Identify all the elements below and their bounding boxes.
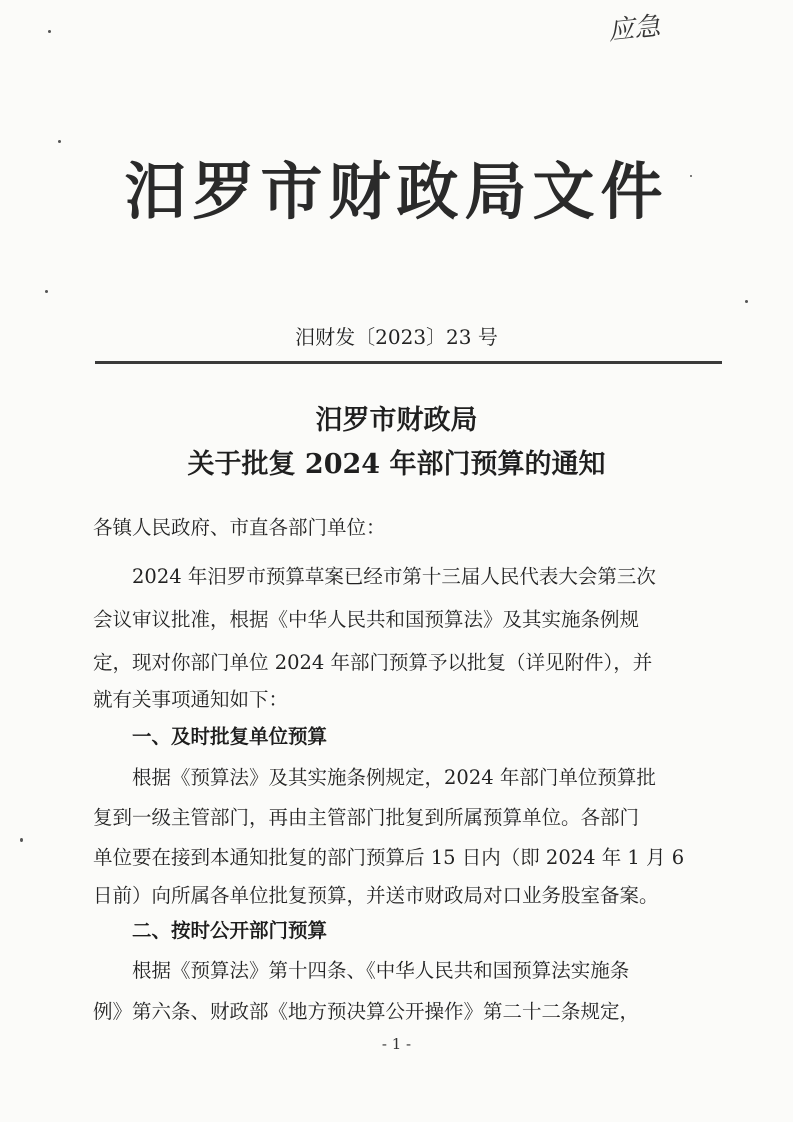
section-2-line: 根据《预算法》第十四条、《中华人民共和国预算法实施条 <box>93 959 630 982</box>
section-2-heading: 二、按时公开部门预算 <box>132 919 328 942</box>
document-number: 汨财发〔2023〕23 号 <box>295 325 498 349</box>
page-number: - 1 - <box>381 1035 412 1053</box>
document-header-title: 汨罗市财政局文件 <box>124 155 669 228</box>
scan-speck <box>690 175 692 177</box>
scan-speck <box>745 300 748 303</box>
header-divider <box>95 361 722 364</box>
intro-line: 2024 年汨罗市预算草案已经市第十三届人民代表大会第三次 <box>93 565 656 588</box>
section-1-heading: 一、及时批复单位预算 <box>132 725 328 748</box>
section-1-line: 日前）向所属各单位批复预算，并送市财政局对口业务股室备案。 <box>93 884 659 907</box>
scan-speck <box>48 30 51 33</box>
handwritten-note: 应急 <box>606 11 662 47</box>
addressee: 各镇人民政府、市直各部门单位： <box>93 516 386 539</box>
intro-line: 定，现对你部门单位 2024 年部门预算予以批复（详见附件），并 <box>93 651 653 674</box>
scan-speck <box>45 290 48 293</box>
scan-speck <box>20 838 23 842</box>
intro-line: 会议审议批准，根据《中华人民共和国预算法》及其实施条例规 <box>93 608 640 631</box>
intro-line: 就有关事项通知如下： <box>93 688 289 711</box>
section-1-line: 根据《预算法》及其实施条例规定，2024 年部门单位预算批 <box>93 766 656 789</box>
scan-speck <box>58 140 61 143</box>
section-1-line: 复到一级主管部门，再由主管部门批复到所属预算单位。各部门 <box>93 806 640 829</box>
notice-title-line-2: 关于批复 2024 年部门预算的通知 <box>187 449 606 480</box>
notice-title-line-1: 汨罗市财政局 <box>315 405 478 436</box>
section-1-line: 单位要在接到本通知批复的部门预算后 15 日内（即 2024 年 1 月 6 <box>93 846 685 869</box>
section-2-line: 例》第六条、财政部《地方预决算公开操作》第二十二条规定， <box>93 1000 640 1023</box>
